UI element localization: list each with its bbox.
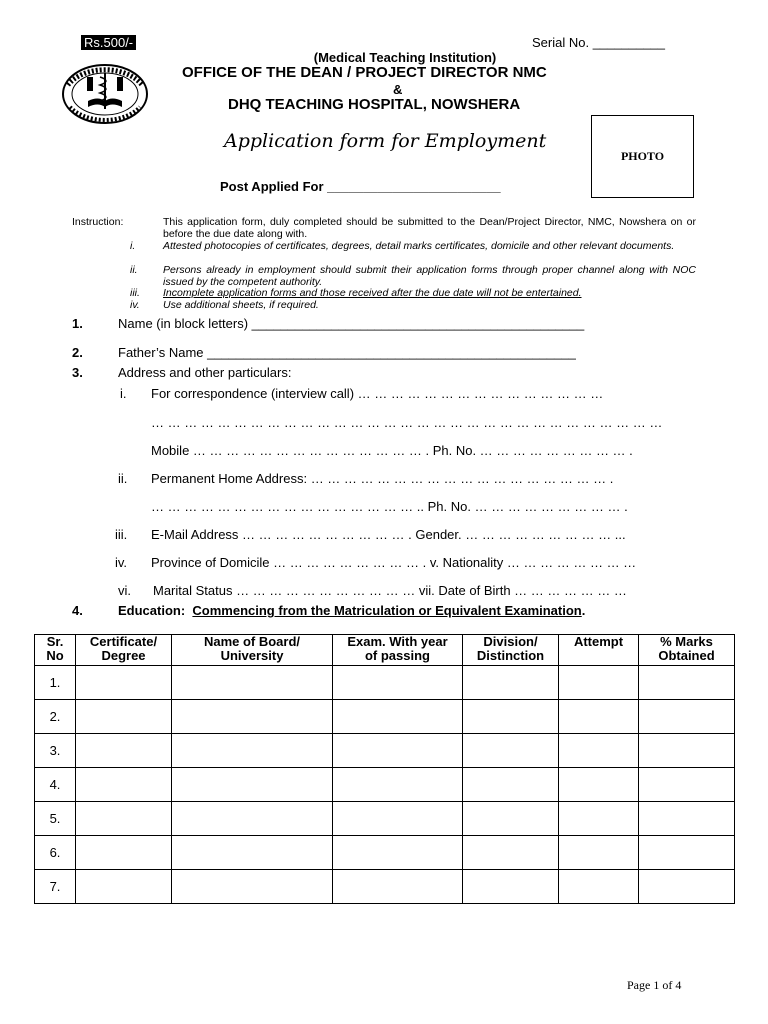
instruction-num: iii. — [130, 287, 140, 299]
instruction-item: Use additional sheets, if required. — [163, 299, 319, 311]
table-cell[interactable] — [639, 768, 735, 802]
row-number: 1. — [35, 666, 76, 700]
table-cell[interactable] — [333, 666, 463, 700]
table-cell[interactable] — [76, 700, 172, 734]
field-roman: iii. — [115, 527, 128, 542]
photo-label: PHOTO — [620, 149, 665, 163]
field-roman: i. — [120, 386, 127, 401]
permanent-address-field-line2[interactable]: … … … … … … … … … … … … … … … … .. Ph. No. … … … … … … … … … . — [151, 499, 628, 514]
table-cell[interactable] — [639, 666, 735, 700]
table-cell[interactable] — [463, 802, 559, 836]
table-cell[interactable] — [172, 700, 333, 734]
permanent-address-field[interactable]: Permanent Home Address: … … … … … … … … … … … … … … … … … … . — [151, 471, 614, 486]
hospital-logo-seal — [60, 63, 150, 125]
table-cell[interactable] — [76, 870, 172, 904]
photo-box[interactable] — [591, 115, 694, 198]
table-cell[interactable] — [76, 734, 172, 768]
table-cell[interactable] — [333, 870, 463, 904]
field-number: 3. — [72, 365, 83, 380]
table-cell[interactable] — [463, 734, 559, 768]
education-note: Commencing from the Matriculation or Equivalent Examination — [192, 603, 582, 618]
table-cell[interactable] — [333, 802, 463, 836]
column-header: Name of Board/ University — [172, 635, 333, 666]
ampersand: & — [393, 82, 403, 97]
field-roman: vi. — [118, 583, 131, 598]
field-number: 1. — [72, 316, 83, 331]
table-cell[interactable] — [76, 802, 172, 836]
table-row — [35, 802, 735, 836]
column-header: Attempt — [559, 635, 639, 666]
instruction-item: Incomplete application forms and those received after the due date will not be entertained. — [163, 287, 582, 299]
table-cell[interactable] — [463, 870, 559, 904]
mobile-phone-field[interactable]: Mobile … … … … … … … … … … … … … … . Ph. No. … … … … … … … … … . — [151, 443, 633, 458]
institution-type: (Medical Teaching Institution) — [313, 50, 497, 65]
instruction-num: iv. — [130, 299, 140, 311]
table-cell[interactable] — [639, 836, 735, 870]
column-header: Certificate/ Degree — [76, 635, 172, 666]
father-name-field[interactable]: Father’s Name ___________________________________________________ — [118, 345, 576, 360]
row-number: 3. — [35, 734, 76, 768]
table-cell[interactable] — [463, 836, 559, 870]
table-cell[interactable] — [559, 700, 639, 734]
table-cell[interactable] — [559, 666, 639, 700]
table-cell[interactable] — [463, 700, 559, 734]
table-cell[interactable] — [333, 700, 463, 734]
column-header: Division/ Distinction — [463, 635, 559, 666]
row-number: 2. — [35, 700, 76, 734]
post-applied-field[interactable]: Post Applied For ________________________ — [220, 179, 501, 194]
education-dot: . — [581, 603, 586, 618]
column-header: Exam. With year of passing — [333, 635, 463, 666]
field-roman: ii. — [118, 471, 128, 486]
row-number: 5. — [35, 802, 76, 836]
table-cell[interactable] — [333, 836, 463, 870]
correspondence-field[interactable]: For correspondence (interview call) … … … … … … … … … … … … … … … — [151, 386, 604, 401]
page-number: Page 1 of 4 — [627, 978, 682, 992]
domicile-nationality-field[interactable]: Province of Domicile … … … … … … … … … . v. Nationality … … … … … … … … — [151, 555, 637, 570]
column-header: Sr. No — [35, 635, 76, 666]
table-row — [35, 666, 735, 700]
row-number: 7. — [35, 870, 76, 904]
table-cell[interactable] — [172, 666, 333, 700]
table-cell[interactable] — [559, 734, 639, 768]
column-header: % Marks Obtained — [639, 635, 735, 666]
table-cell[interactable] — [639, 700, 735, 734]
marital-dob-field[interactable]: Marital Status … … … … … … … … … … … vii. Date of Birth … … … … … … … — [153, 583, 627, 598]
field-number: 4. — [72, 603, 83, 618]
table-row — [35, 870, 735, 904]
fee-badge: Rs.500/- — [81, 35, 136, 50]
table-row — [35, 700, 735, 734]
table-cell[interactable] — [172, 836, 333, 870]
education-label: Education: — [118, 603, 186, 618]
table-cell[interactable] — [76, 836, 172, 870]
table-cell[interactable] — [172, 802, 333, 836]
instruction-label: Instruction: — [72, 216, 124, 228]
table-cell[interactable] — [639, 870, 735, 904]
office-title: OFFICE OF THE DEAN / PROJECT DIRECTOR NMC — [182, 64, 547, 81]
row-number: 4. — [35, 768, 76, 802]
table-cell[interactable] — [559, 836, 639, 870]
table-cell[interactable] — [559, 768, 639, 802]
table-cell[interactable] — [559, 802, 639, 836]
instruction-num: i. — [130, 240, 136, 252]
table-cell[interactable] — [172, 734, 333, 768]
table-cell[interactable] — [172, 768, 333, 802]
table-cell[interactable] — [333, 768, 463, 802]
correspondence-field-line2[interactable]: … … … … … … … … … … … … … … … … … … … … … … … … … … … … … … … — [151, 415, 663, 430]
instruction-item: Persons already in employment should submit their application forms through proper channel along with NOC issued by the competent authority. — [163, 264, 696, 288]
table-cell[interactable] — [172, 870, 333, 904]
table-header-row — [35, 635, 735, 666]
field-number: 2. — [72, 345, 83, 360]
table-cell[interactable] — [639, 734, 735, 768]
instruction-num: ii. — [130, 264, 138, 276]
table-row — [35, 768, 735, 802]
table-cell[interactable] — [76, 666, 172, 700]
address-heading: Address and other particulars: — [118, 365, 292, 380]
row-number: 6. — [35, 836, 76, 870]
table-cell[interactable] — [639, 802, 735, 836]
hospital-title: DHQ TEACHING HOSPITAL, NOWSHERA — [228, 96, 521, 113]
table-cell[interactable] — [76, 768, 172, 802]
instruction-intro: This application form, duly completed should be submitted to the Dean/Project Director, NMC, Nowshera on or before the due date along with. — [163, 216, 696, 240]
table-cell[interactable] — [463, 666, 559, 700]
instruction-item: Attested photocopies of certificates, degrees, detail marks certificates, domicile and other relevant documents. — [163, 240, 675, 252]
serial-number: Serial No. __________ — [532, 35, 665, 50]
form-title: Application form for Employment — [224, 130, 547, 152]
table-row — [35, 836, 735, 870]
field-roman: iv. — [115, 555, 128, 570]
education-table — [34, 634, 735, 904]
table-row — [35, 734, 735, 768]
table-cell[interactable] — [463, 768, 559, 802]
education-heading — [118, 603, 585, 618]
name-field[interactable]: Name (in block letters) ______________________________________________ — [118, 316, 585, 331]
table-cell[interactable] — [333, 734, 463, 768]
email-gender-field[interactable]: E-Mail Address … … … … … … … … … … . Gender. … … … … … … … … … ... — [151, 527, 626, 542]
table-cell[interactable] — [559, 870, 639, 904]
